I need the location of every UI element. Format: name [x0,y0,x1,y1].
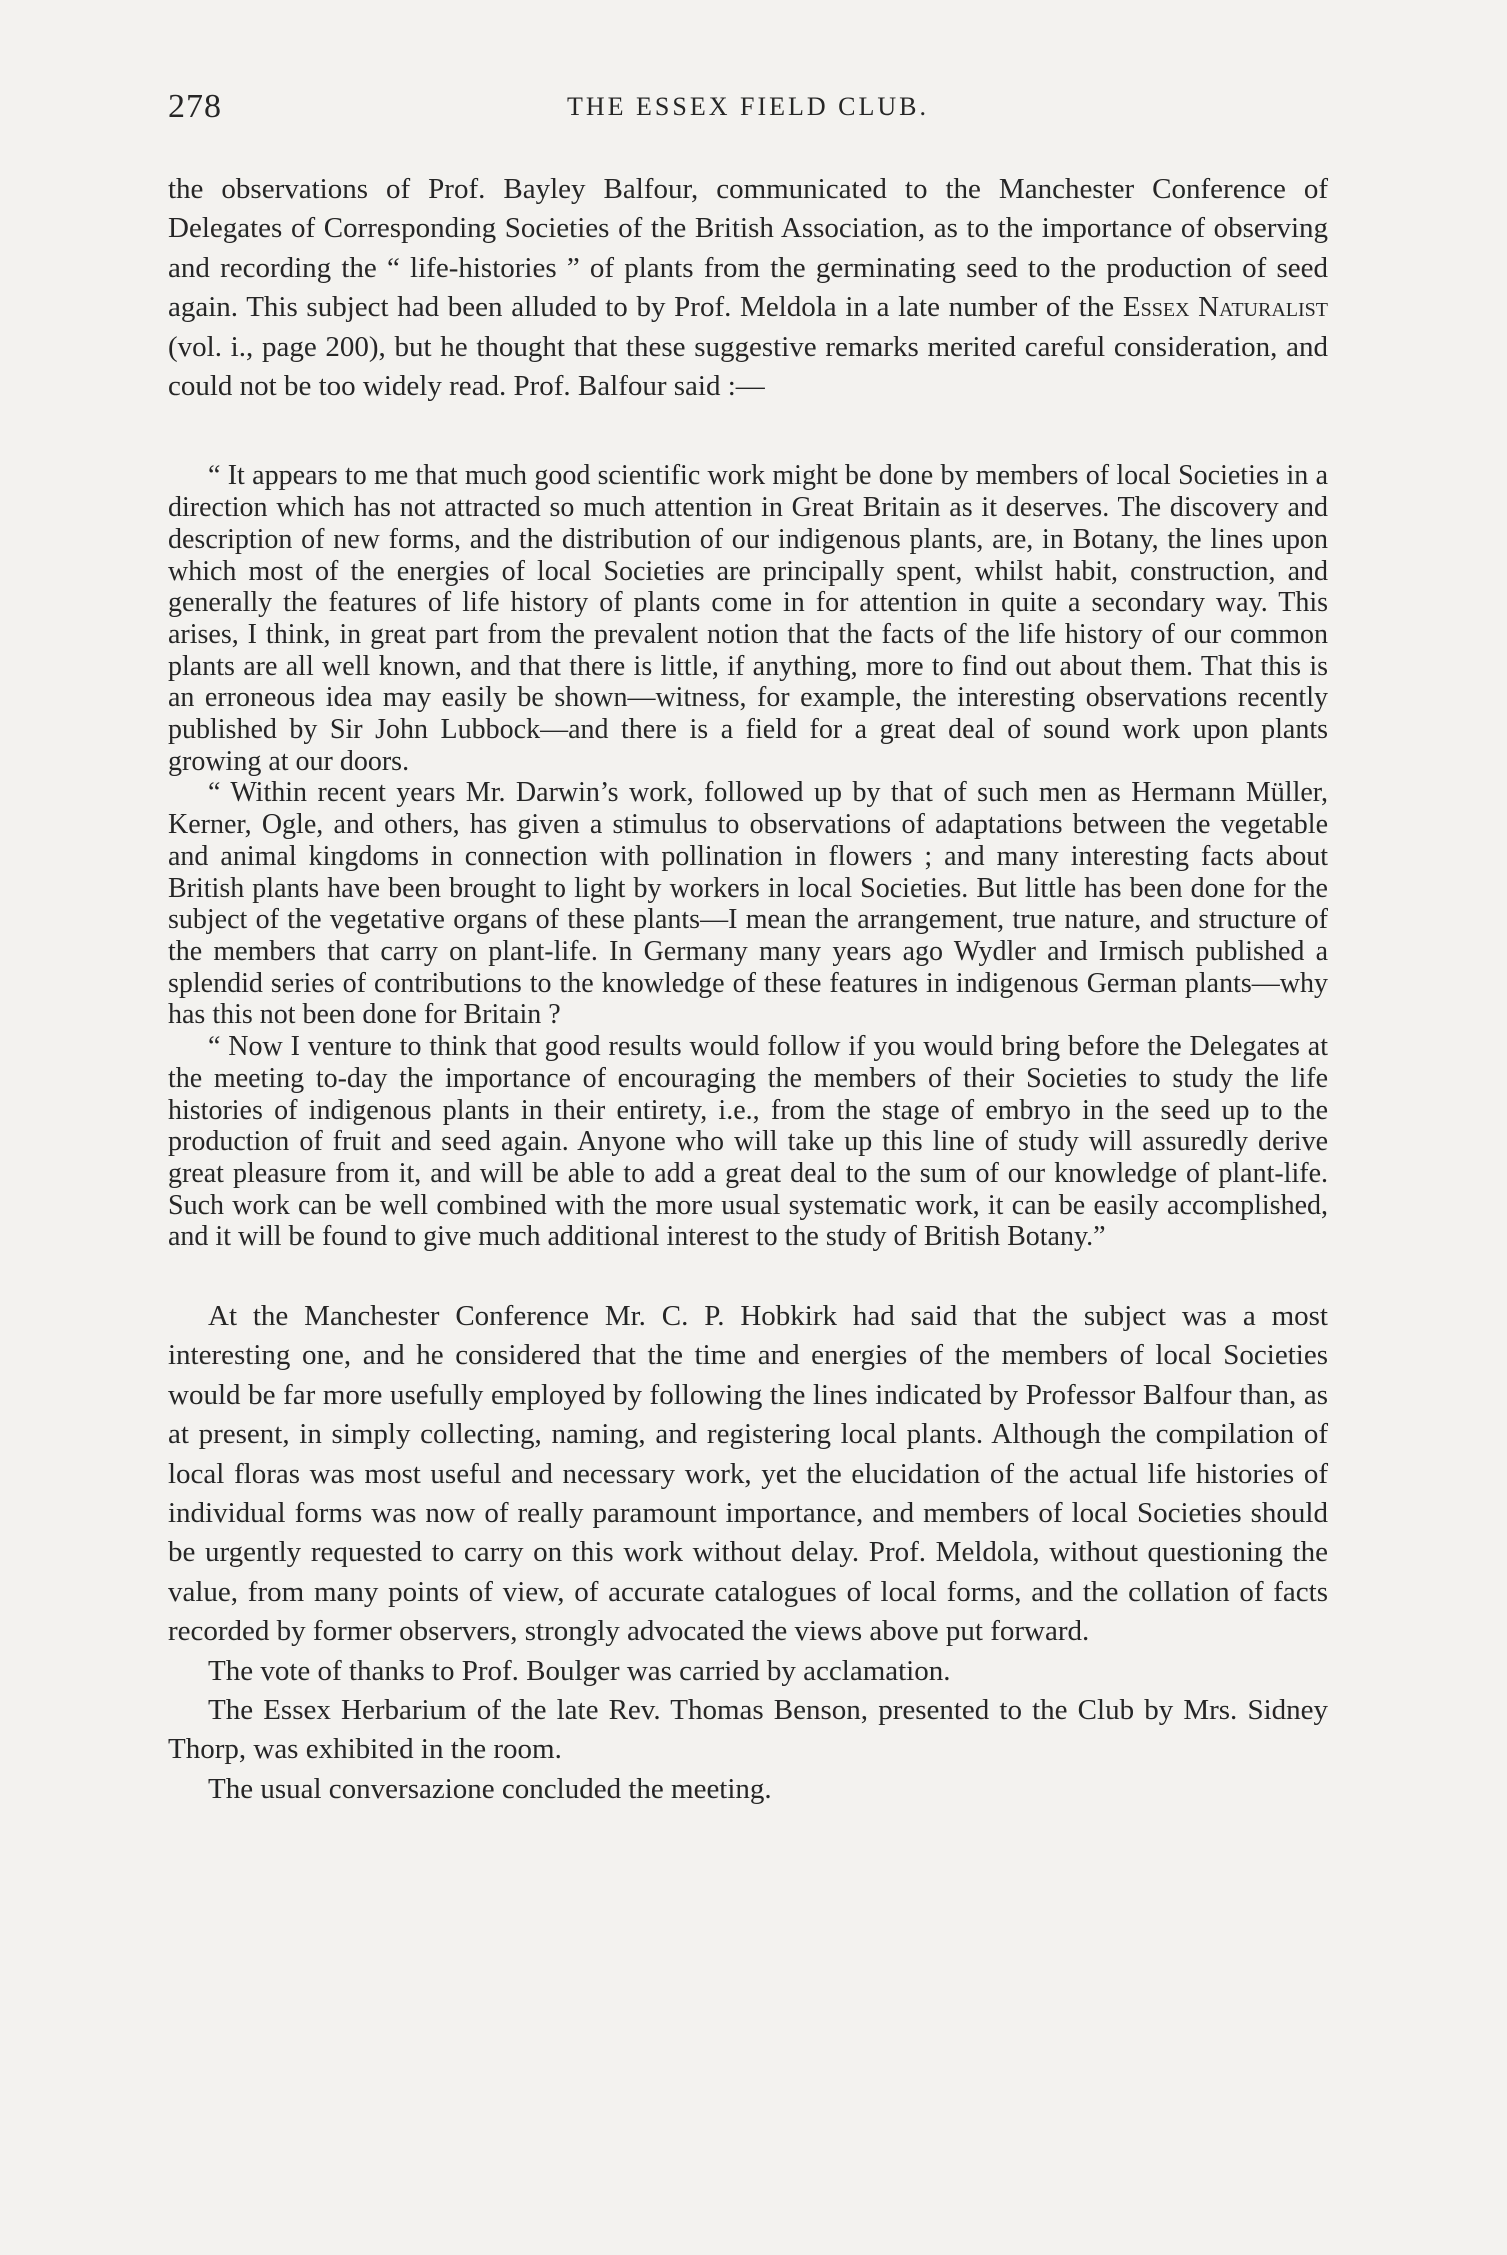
quote-paragraph: “ Now I venture to think that good results would follow if you would bring before the Delegates at the meeting to-day the importance of encouraging the members of their Societies to study the life histories of indigenous plants in their entirety, i.e., from the stage of embryo in the seed up to the production of fruit and seed again. Anyone who will take up this line of study will assuredly derive great pleasure from it, and will be able to add a great deal to the sum of our knowledge of plant-life. Such work can be well combined with the more usual systematic work, it can be easily accomplished, and it will be found to give much additional interest to the study of British Botany.” [168,1031,1328,1253]
page-header [168,88,1328,128]
closing-paragraph: At the Manchester Conference Mr. C. P. Hobkirk had said that the subject was a most interesting one, and he considered that the time and energies of the members of local Societies would be far more usefully employed by following the lines indicated by Professor Balfour than, as at present, in simply collecting, naming, and registering local plants. Although the compilation of local floras was most useful and necessary work, yet the elucidation of the actual life histories of individual forms was now of really paramount importance, and members of local Societies should be urgently requested to carry on this work without delay. Prof. Meldola, without questioning the value, from many points of view, of accurate catalogues of local forms, and the collation of facts recorded by former observers, strongly advocated the views above put forward. [168,1300,1328,1648]
page-body [168,170,1328,1809]
closing-paragraph: The Essex Herbarium of the late Rev. Thomas Benson, presented to the Club by Mrs. Sidney Thorp, was exhibited in the room. [168,1694,1328,1766]
page-number: 278 [168,88,222,125]
journal-title: Essex Naturalist [1122,291,1328,324]
intro-text-part1: the observations of Prof. Bayley Balfour, communicated to the Manchester Conference of Delegates of Corresponding Societies of the British Association, as to the importance of observing and recording the “ life-histories ” of plants from the germinating seed to the production of seed again. This subject had been alluded to by Prof. Meldola in a late number of the [168,173,1328,324]
closing-paragraph: The usual conversazione concluded the meeting. [208,1772,772,1805]
intro-text-part2: (vol. i., page 200), but he thought that these suggestive remarks merited careful consideration, and could not be too widely read. Prof. Balfour said :— [168,330,1328,403]
closing-section [168,1297,1328,1809]
quote-paragraph: “ It appears to me that much good scientific work might be done by members of local Societies in a direction which has not attracted so much attention in Great Britain as it deserves. The discovery and description of new forms, and the distribution of our indigenous plants, are, in Botany, the lines upon which most of the energies of local Societies are principally spent, whilst habit, construction, and generally the features of life history of plants come in for attention in quite a secondary way. This arises, I think, in great part from the prevalent notion that the facts of the life history of our common plants are all well known, and that there is little, if anything, more to find out about them. That this is an erroneous idea may easily be shown—witness, for example, the interesting observations recently published by Sir John Lubbock—and there is a field for a great deal of sound work upon plants growing at our doors. [168,460,1328,777]
quote-paragraph: “ Within recent years Mr. Darwin’s work, followed up by that of such men as Hermann Müller, Kerner, Ogle, and others, has given a stimulus to observations of adaptations between the vegetable and animal kingdoms in connection with pollination in flowers ; and many interesting facts about British plants have been brought to light by workers in local Societies. But little has been done for the subject of the vegetative organs of these plants—I mean the arrangement, true nature, and structure of the members that carry on plant-life. In Germany many years ago Wydler and Irmisch published a splendid series of contributions to the knowledge of these features in indigenous German plants—why has this not been done for Britain ? [168,777,1328,1031]
quotation-block [168,460,1328,1253]
closing-paragraph: The vote of thanks to Prof. Boulger was carried by acclamation. [208,1654,951,1687]
running-title: THE ESSEX FIELD CLUB. [567,92,929,121]
intro-paragraph [168,170,1328,406]
